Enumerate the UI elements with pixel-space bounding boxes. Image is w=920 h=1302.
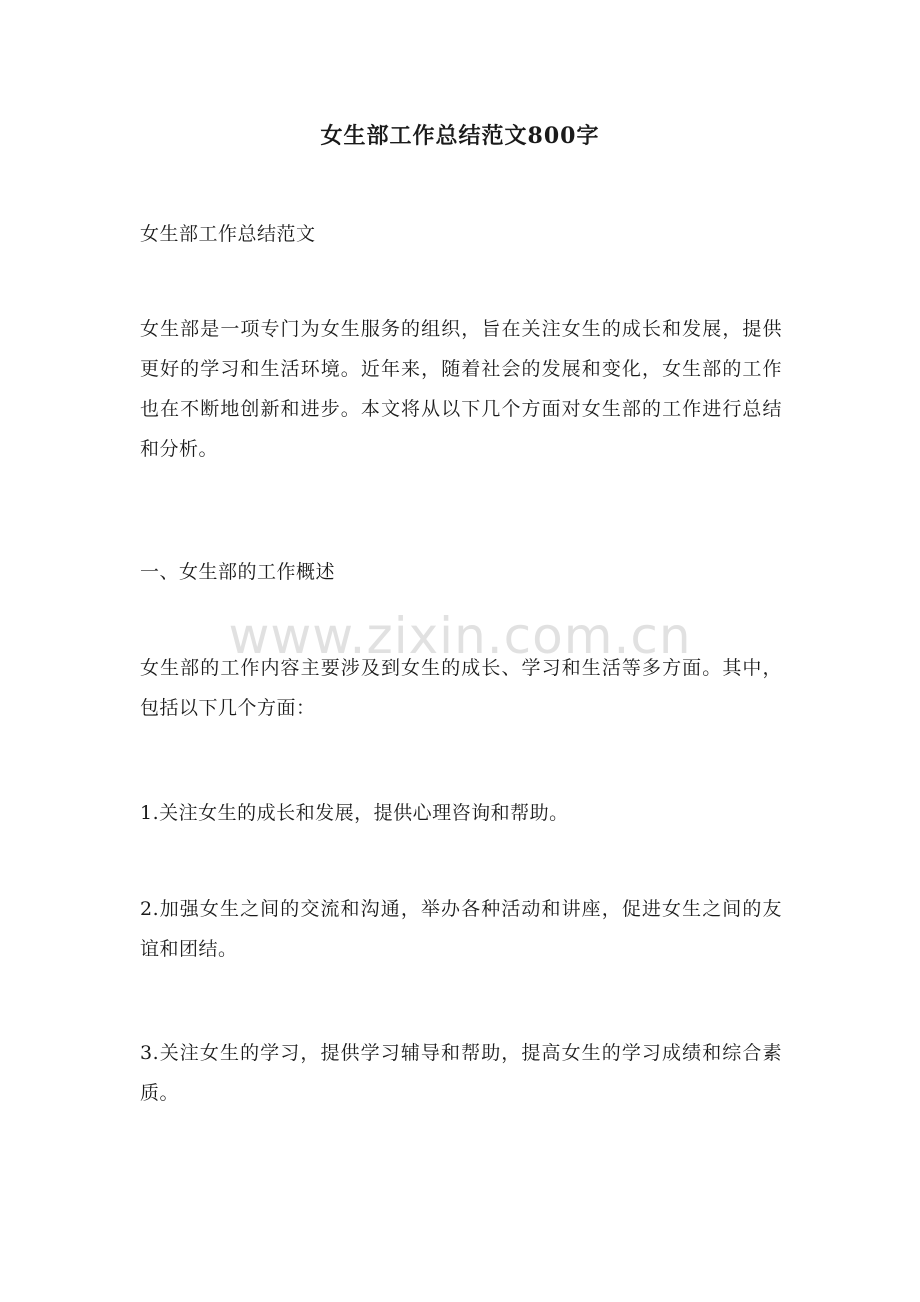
list-item: 1.关注女生的成长和发展，提供心理咨询和帮助。 <box>140 802 569 824</box>
list-item: 3.关注女生的学习，提供学习辅导和帮助，提高女生的学习成绩和综合素质。 <box>140 1042 782 1104</box>
watermark: www.zixin.com.cn <box>228 607 692 665</box>
section-heading: 一、女生部的工作概述 <box>140 561 336 583</box>
list-item: 2.加强女生之间的交流和沟通，举办各种活动和讲座，促进女生之间的友谊和团结。 <box>140 898 782 960</box>
document-title: 女生部工作总结范文800字 <box>320 123 600 149</box>
section-paragraph: 女生部的工作内容主要涉及到女生的成长、学习和生活等多方面。其中，包括以下几个方面： <box>140 657 782 719</box>
document-subtitle: 女生部工作总结范文 <box>140 223 316 245</box>
intro-paragraph: 女生部是一项专门为女生服务的组织，旨在关注女生的成长和发展，提供更好的学习和生活环境。近年来，随着社会的发展和变化，女生部的工作也在不断地创新和进步。本文将从以下几个方面对女生部的工作进行总结和分析。 <box>140 318 782 460</box>
